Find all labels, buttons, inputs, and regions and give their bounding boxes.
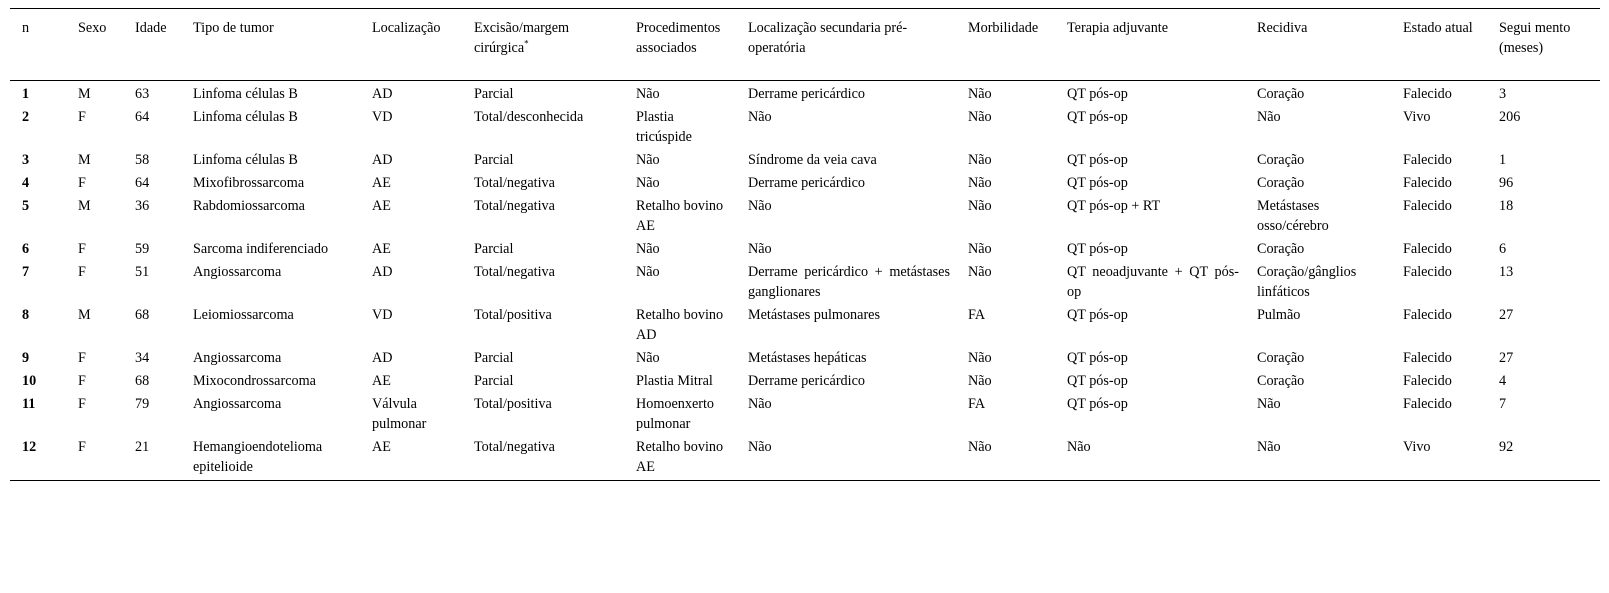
cell-localizacao-secundaria: Não [736, 436, 956, 481]
cell-estado-atual: Falecido [1403, 198, 1452, 214]
cell-excisao-margem: Total/positiva [474, 396, 552, 412]
cell-localizacao-secundaria: Derrame pericárdico [748, 373, 865, 389]
cell-n: 9 [22, 350, 30, 366]
cell-idade: 36 [135, 198, 150, 214]
header-tipo-de-tumor: Tipo de tumor [181, 9, 360, 81]
cell-procedimentos: Plastia Mitral [636, 373, 713, 389]
table-row [10, 172, 1600, 195]
cell-tipo-de-tumor: Rabdomiossarcoma [193, 198, 305, 214]
cell-localizacao-secundaria: Não [748, 109, 772, 125]
cell-n: 3 [22, 152, 30, 168]
cell-idade: 59 [135, 241, 150, 257]
cell-recidiva: Coração/gânglios linfáticos [1257, 264, 1357, 300]
cell-tipo-de-tumor: Sarcoma indiferenciado [193, 241, 329, 257]
cell-morbilidade: Não [968, 350, 992, 366]
cell-localizacao: AE [372, 198, 391, 214]
cell-sexo: M [78, 198, 91, 214]
cell-recidiva: Coração [1257, 350, 1305, 366]
cell-recidiva: Coração [1257, 241, 1305, 257]
table-body [10, 81, 1600, 481]
cell-seguimento: 96 [1499, 175, 1514, 191]
cell-estado-atual: Falecido [1403, 373, 1452, 389]
table-container [10, 8, 1600, 481]
cell-estado-atual: Falecido [1403, 86, 1452, 102]
cell-excisao-margem: Total/positiva [474, 307, 552, 323]
cell-sexo: M [78, 307, 91, 323]
cell-localizacao-secundaria: Não [748, 198, 772, 214]
header-procedimentos: Procedimentos associados [624, 9, 736, 81]
cell-tipo-de-tumor: Angiossarcoma [193, 264, 282, 280]
cell-localizacao: VD [372, 307, 393, 323]
cell-localizacao: AD [372, 86, 393, 102]
cell-seguimento: 13 [1499, 264, 1514, 280]
cell-seguimento: 6 [1499, 241, 1507, 257]
cell-localizacao-secundaria: Metástases hepáticas [748, 350, 867, 366]
cell-sexo: F [78, 373, 86, 389]
cell-tipo-de-tumor: Mixofibrossarcoma [193, 175, 305, 191]
header-n: n [10, 9, 66, 81]
cell-localizacao: AD [372, 350, 393, 366]
cell-idade: 68 [135, 307, 150, 323]
cell-morbilidade: FA [968, 396, 986, 412]
cell-idade: 64 [135, 109, 150, 125]
cell-estado-atual: Vivo [1391, 436, 1487, 481]
cell-seguimento: 3 [1499, 86, 1507, 102]
cell-excisao-margem: Total/negativa [474, 264, 555, 280]
cell-seguimento: 92 [1487, 436, 1600, 481]
header-estado-atual: Estado atual [1391, 9, 1487, 81]
cell-recidiva: Não [1257, 109, 1281, 125]
cell-excisao-margem: Parcial [474, 373, 514, 389]
cell-localizacao-secundaria: Derrame pericárdico [748, 175, 865, 191]
cell-localizacao: AD [372, 264, 393, 280]
table-row [10, 370, 1600, 393]
cell-localizacao: AE [360, 436, 462, 481]
header-morbilidade: Morbilidade [956, 9, 1055, 81]
cell-localizacao-secundaria: Síndrome da veia cava [748, 152, 877, 168]
cell-excisao-margem: Total/negativa [462, 436, 624, 481]
cell-recidiva: Não [1257, 396, 1281, 412]
cell-n: 11 [22, 396, 36, 412]
cell-terapia-adjuvante: QT neoadjuvante + QT pós-op [1067, 264, 1239, 300]
cell-idade: 34 [135, 350, 150, 366]
cell-idade: 21 [123, 436, 181, 481]
header-idade: Idade [123, 9, 181, 81]
cell-n: 5 [22, 198, 30, 214]
cell-procedimentos: Retalho bovino AD [636, 307, 724, 343]
cell-n: 1 [22, 86, 30, 102]
cell-procedimentos: Não [636, 152, 660, 168]
cell-morbilidade: Não [968, 373, 992, 389]
cell-tipo-de-tumor: Angiossarcoma [193, 396, 282, 412]
header-sexo: Sexo [66, 9, 123, 81]
cell-morbilidade: Não [968, 175, 992, 191]
cell-excisao-margem: Total/negativa [474, 175, 555, 191]
cell-morbilidade: Não [968, 152, 992, 168]
cell-terapia-adjuvante: QT pós-op [1067, 373, 1128, 389]
table-row [10, 195, 1600, 238]
cell-excisao-margem: Parcial [474, 350, 514, 366]
header-excisao-margem-label: Excisão/margem cirúrgica [474, 20, 570, 56]
cell-sexo: F [66, 436, 123, 481]
cell-seguimento: 7 [1499, 396, 1507, 412]
cell-idade: 79 [135, 396, 150, 412]
cell-morbilidade: Não [968, 198, 992, 214]
cell-seguimento: 27 [1499, 307, 1514, 323]
cell-terapia-adjuvante: QT pós-op + RT [1067, 198, 1161, 214]
cell-idade: 64 [135, 175, 150, 191]
cell-seguimento: 4 [1499, 373, 1507, 389]
cell-procedimentos: Retalho bovino AE [636, 198, 724, 234]
cell-tipo-de-tumor: Linfoma células B [193, 152, 298, 168]
table-row [10, 347, 1600, 370]
cell-excisao-margem: Total/desconhecida [474, 109, 584, 125]
cell-tipo-de-tumor: Hemangioendotelioma epitelioide [181, 436, 360, 481]
cell-terapia-adjuvante: Não [1055, 436, 1245, 481]
cell-procedimentos: Não [636, 86, 660, 102]
cell-estado-atual: Vivo [1403, 109, 1431, 125]
table-row [10, 304, 1600, 347]
cell-recidiva: Coração [1257, 86, 1305, 102]
cell-localizacao: Válvula pulmonar [372, 396, 427, 432]
cell-terapia-adjuvante: QT pós-op [1067, 152, 1128, 168]
cell-sexo: F [78, 396, 86, 412]
cell-n: 12 [10, 436, 66, 481]
cell-terapia-adjuvante: QT pós-op [1067, 241, 1128, 257]
cell-recidiva: Coração [1257, 175, 1305, 191]
cell-sexo: F [78, 350, 86, 366]
cell-seguimento: 1 [1499, 152, 1507, 168]
cell-morbilidade: Não [956, 436, 1055, 481]
cell-estado-atual: Falecido [1403, 307, 1452, 323]
cell-localizacao: AD [372, 152, 393, 168]
cell-seguimento: 27 [1499, 350, 1514, 366]
cell-localizacao-secundaria: Derrame pericárdico [748, 86, 865, 102]
cell-localizacao-secundaria: Derrame pericárdico + metástases ganglionares [748, 264, 950, 300]
cell-recidiva: Não [1245, 436, 1391, 481]
cell-procedimentos: Não [636, 264, 660, 280]
table-header [10, 9, 1600, 81]
cell-sexo: F [78, 241, 86, 257]
cell-morbilidade: FA [968, 307, 986, 323]
cell-procedimentos: Retalho bovino AE [624, 436, 736, 481]
table-row [10, 261, 1600, 304]
cell-terapia-adjuvante: QT pós-op [1067, 307, 1128, 323]
cell-tipo-de-tumor: Linfoma células B [193, 86, 298, 102]
cell-procedimentos: Plastia tricúspide [636, 109, 692, 145]
cell-procedimentos: Homoenxerto pulmonar [636, 396, 715, 432]
cell-terapia-adjuvante: QT pós-op [1067, 109, 1128, 125]
header-terapia-adjuvante: Terapia adjuvante [1055, 9, 1245, 81]
header-row [10, 9, 1600, 81]
cell-morbilidade: Não [968, 109, 992, 125]
cell-recidiva: Coração [1257, 373, 1305, 389]
cell-idade: 68 [135, 373, 150, 389]
cell-sexo: F [78, 109, 86, 125]
cell-n: 10 [22, 373, 37, 389]
cell-seguimento: 206 [1499, 109, 1521, 125]
cell-n: 7 [22, 264, 30, 280]
cell-estado-atual: Falecido [1403, 241, 1452, 257]
header-localizacao: Localização [360, 9, 462, 81]
header-seguimento: Segui mento (meses) [1487, 9, 1600, 81]
cell-estado-atual: Falecido [1403, 175, 1452, 191]
cell-procedimentos: Não [636, 350, 660, 366]
cell-localizacao-secundaria: Metástases pulmonares [748, 307, 880, 323]
cell-recidiva: Coração [1257, 152, 1305, 168]
cell-estado-atual: Falecido [1403, 396, 1452, 412]
cell-procedimentos: Não [636, 175, 660, 191]
tumor-cases-table [10, 8, 1600, 481]
header-recidiva: Recidiva [1245, 9, 1391, 81]
footnote-marker: * [524, 38, 529, 49]
cell-idade: 51 [135, 264, 150, 280]
cell-recidiva: Metástases osso/cérebro [1257, 198, 1329, 234]
cell-idade: 58 [135, 152, 150, 168]
cell-localizacao: AE [372, 373, 391, 389]
cell-idade: 63 [135, 86, 150, 102]
cell-n: 4 [22, 175, 30, 191]
cell-localizacao: AE [372, 175, 391, 191]
cell-sexo: M [78, 152, 91, 168]
cell-sexo: F [78, 175, 86, 191]
cell-terapia-adjuvante: QT pós-op [1067, 86, 1128, 102]
cell-morbilidade: Não [968, 264, 992, 280]
header-excisao-margem [462, 9, 624, 81]
cell-morbilidade: Não [968, 86, 992, 102]
cell-estado-atual: Falecido [1403, 350, 1452, 366]
cell-excisao-margem: Parcial [474, 241, 514, 257]
header-localizacao-secundaria: Localização secundaria pré-operatória [736, 9, 956, 81]
cell-excisao-margem: Parcial [474, 86, 514, 102]
table-row [10, 238, 1600, 261]
table-row [10, 436, 1600, 481]
cell-seguimento: 18 [1499, 198, 1514, 214]
cell-tipo-de-tumor: Linfoma células B [193, 109, 298, 125]
cell-terapia-adjuvante: QT pós-op [1067, 175, 1128, 191]
cell-tipo-de-tumor: Leiomiossarcoma [193, 307, 294, 323]
cell-procedimentos: Não [636, 241, 660, 257]
table-row [10, 149, 1600, 172]
cell-excisao-margem: Parcial [474, 152, 514, 168]
table-row [10, 393, 1600, 436]
cell-terapia-adjuvante: QT pós-op [1067, 350, 1128, 366]
cell-recidiva: Pulmão [1257, 307, 1301, 323]
cell-terapia-adjuvante: QT pós-op [1067, 396, 1128, 412]
cell-n: 6 [22, 241, 30, 257]
cell-localizacao-secundaria: Não [748, 241, 772, 257]
cell-localizacao: VD [372, 109, 393, 125]
cell-localizacao-secundaria: Não [748, 396, 772, 412]
table-row [10, 106, 1600, 149]
cell-estado-atual: Falecido [1403, 152, 1452, 168]
cell-tipo-de-tumor: Angiossarcoma [193, 350, 282, 366]
cell-localizacao: AE [372, 241, 391, 257]
cell-sexo: M [78, 86, 91, 102]
cell-excisao-margem: Total/negativa [474, 198, 555, 214]
cell-n: 8 [22, 307, 30, 323]
cell-n: 2 [22, 109, 30, 125]
cell-sexo: F [78, 264, 86, 280]
cell-tipo-de-tumor: Mixocondrossarcoma [193, 373, 316, 389]
cell-morbilidade: Não [968, 241, 992, 257]
table-row [10, 81, 1600, 107]
cell-estado-atual: Falecido [1403, 264, 1452, 280]
